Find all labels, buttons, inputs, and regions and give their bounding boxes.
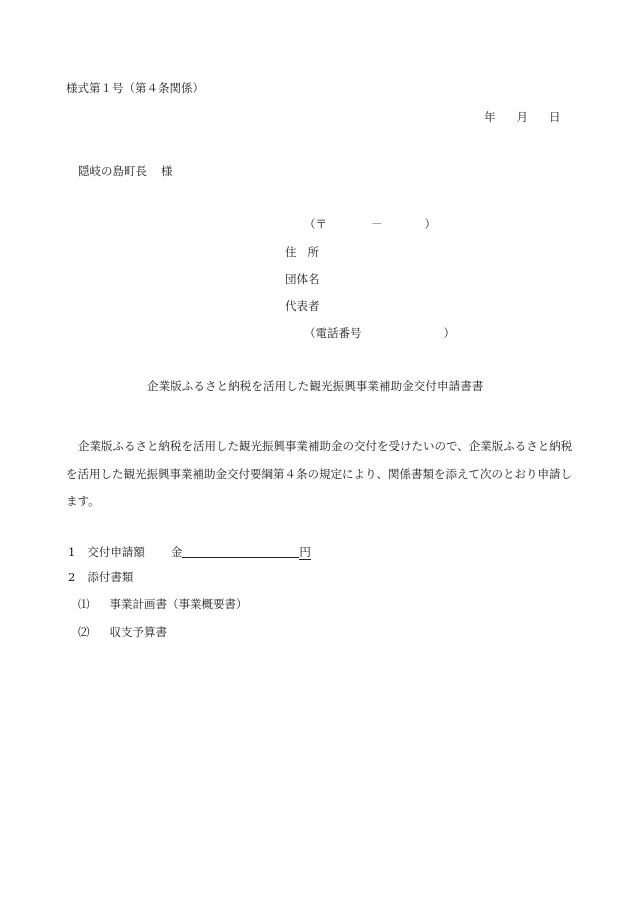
item-attachments [68, 572, 133, 584]
postal-close: ） [424, 217, 436, 231]
phone-close: ） [443, 326, 455, 340]
item2-number: 2 [68, 570, 76, 584]
address-label-part2: 所 [307, 245, 319, 259]
addressee-name: 隠岐の島町長 [78, 164, 147, 178]
attachment-number: ⑵ [78, 625, 90, 639]
postal-dash: － [371, 217, 383, 231]
item-application-amount [68, 545, 311, 559]
body-paragraph-text: 企業版ふるさと納税を活用した観光振興事業補助金の交付を受けたいので、企業版ふるさと納税を活用した観光振興事業補助金交付要綱第４条の規定により、関係書類を添えて次のとおり申請します。 [66, 439, 573, 508]
addressee [78, 166, 173, 178]
body-paragraph [66, 433, 581, 516]
postal-open: （〒 [304, 217, 327, 231]
organization-label: 団体名 [285, 272, 320, 286]
amount-blank-field[interactable] [182, 545, 299, 558]
year-label: 年 [484, 110, 496, 124]
item2-label: 添付書類 [87, 570, 134, 584]
attachment-label: 事業計画書（事業概要書） [109, 597, 248, 611]
postal-code-line [304, 219, 436, 231]
address-label-part1: 住 [285, 245, 297, 259]
attachment-item [78, 627, 167, 639]
amount-prefix: 金 [170, 545, 183, 559]
month-label: 月 [516, 110, 528, 124]
document-title: 企業版ふるさと納税を活用した観光振興事業補助金交付申請書書 [147, 379, 484, 393]
attachment-label: 収支予算書 [109, 625, 167, 639]
addressee-honorific: 様 [161, 164, 173, 178]
phone-open: （電話番号 [304, 326, 362, 340]
item1-number: 1 [68, 545, 76, 559]
form-number: 様式第１号（第４条関係） [66, 81, 204, 95]
amount-unit: 円 [299, 545, 311, 559]
day-label: 日 [549, 110, 561, 124]
phone-number-line [304, 328, 455, 340]
attachment-item [78, 599, 248, 611]
date-line [484, 112, 561, 124]
address-label [285, 247, 319, 259]
item1-label: 交付申請額 [87, 545, 145, 559]
representative-label: 代表者 [285, 299, 320, 313]
attachment-number: ⑴ [78, 597, 90, 611]
